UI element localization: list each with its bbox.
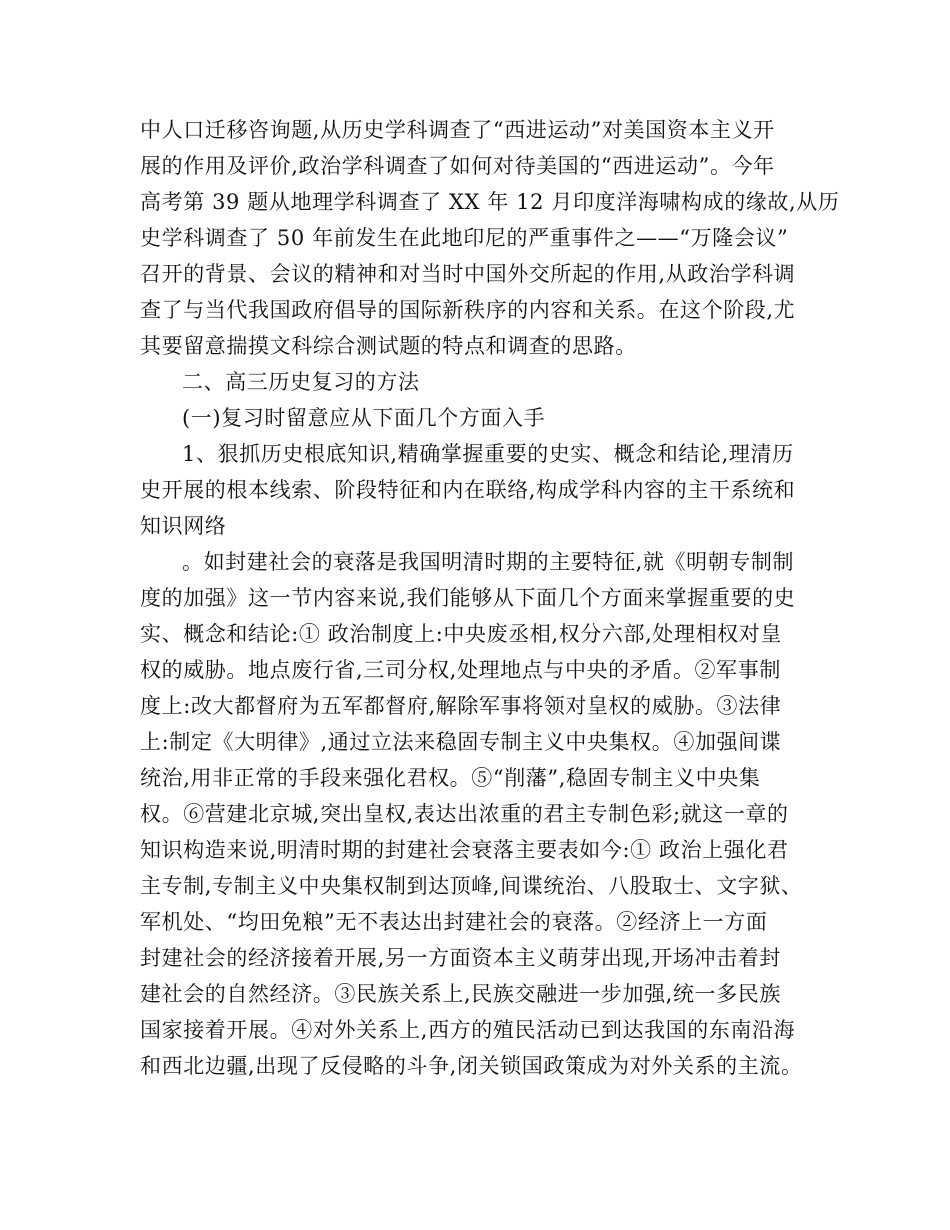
- text-line: 其要留意揣摸文科综合测试题的特点和调查的思路。: [140, 334, 637, 358]
- text-line: 统治,用非正常的手段来强化君权。⑤“削藩”,稳固专制主义中央集: [140, 766, 761, 790]
- text-line: 权。⑥营建北京城,突出皇权,表达出浓重的君主专制色彩;就这一章的: [140, 802, 789, 826]
- text-line: 封建社会的经济接着开展,另一方面资本主义萌芽出现,开场冲击着封: [140, 946, 781, 970]
- text-line: 查了与当代我国政府倡导的国际新秩序的内容和关系。在这个阶段,尤: [140, 298, 796, 322]
- text-line: 主专制,专制主义中央集权制到达顶峰,间谍统治、八股取士、文字狱、: [140, 874, 803, 898]
- text-line: 史开展的根本线索、阶段特征和内在联络,构成学科内容的主干系统和: [140, 478, 796, 502]
- text-line: 上:制定《大明律》,通过立法来稳固专制主义中央集权。④加强间谍: [140, 730, 782, 754]
- text-line: 军机处、“均田免粮”无不表达出封建社会的衰落。②经济上一方面: [140, 910, 768, 934]
- text-line: 史学科调查了 50 年前发生在此地印尼的严重事件之——“万隆会议”: [140, 226, 789, 250]
- text-line: 高考第 39 题从地理学科调查了 XX 年 12 月印度洋海啸构成的缘故,从历: [140, 190, 840, 214]
- text-line: 知识构造来说,明清时期的封建社会衰落主要表如今:① 政治上强化君: [140, 838, 789, 862]
- text-line: 度上:改大都督府为五军都督府,解除军事将领对皇权的威胁。③法律: [140, 694, 782, 718]
- text-line: 1、狠抓历史根底知识,精确掌握重要的史实、概念和结论,理清历: [182, 442, 794, 466]
- text-line: 。如封建社会的衰落是我国明清时期的主要特征,就《明朝专制制: [182, 550, 795, 574]
- text-line: 国家接着开展。④对外关系上,西方的殖民活动已到达我国的东南沿海: [140, 1018, 796, 1042]
- text-line: 知识网络: [140, 514, 227, 538]
- subsection-heading: (一)复习时留意应从下面几个方面入手: [182, 406, 546, 430]
- text-line: 和西北边疆,出现了反侵略的斗争,闭关锁国政策成为对外关系的主流。: [140, 1054, 803, 1078]
- text-line: 召开的背景、会议的精神和对当时中国外交所起的作用,从政治学科调: [140, 262, 796, 286]
- text-line: 展的作用及评价,政治学科调查了如何对待美国的“西进运动”。今年: [140, 154, 775, 178]
- document-body: [140, 112, 840, 1084]
- text-line: 中人口迁移咨询题,从历史学科调查了“西进运动”对美国资本主义开: [140, 118, 775, 142]
- text-line: 建社会的自然经济。③民族关系上,民族交融进一步加强,统一多民族: [140, 982, 781, 1006]
- text-line: 实、概念和结论:① 政治制度上:中央废丞相,权分六部,处理相权对皇: [140, 622, 782, 646]
- section-heading: 二、高三历史复习的方法: [182, 370, 420, 394]
- text-line: 权的威胁。地点废行省,三司分权,处理地点与中央的矛盾。②军事制: [140, 658, 781, 682]
- text-line: 度的加强》这一节内容来说,我们能够从下面几个方面来掌握重要的史: [140, 586, 796, 610]
